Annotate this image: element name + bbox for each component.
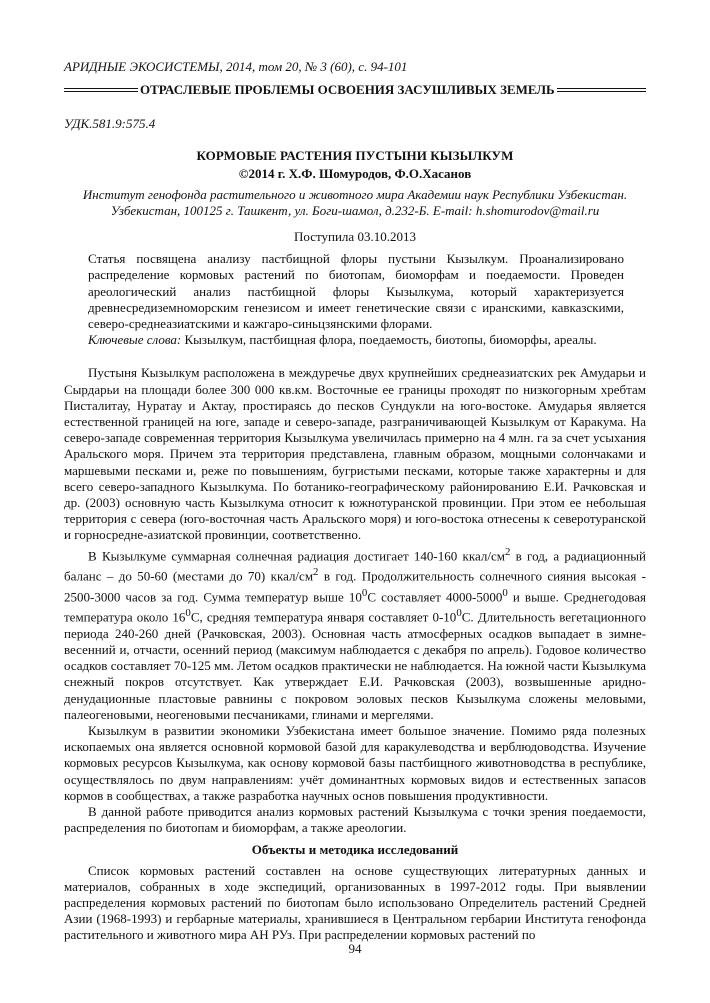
keywords: Кызылкум, пастбищная флора, поедаемость, биотопы, биоморфы, ареалы. [181, 332, 597, 348]
abstract-text: Статья посвящена анализу пастбищной флоры пустыни Кызылкум. Проанализировано распределение кормовых растений по биотопам, биоморфам и поедаемости. Проведен ареологический анализ пастбищной флоры Кызылкума, который характеризуется древнесредиземноморским генезисом и имеет генетические связи с иранскими, кавказскими, северо-среднеазиатскими и кажгаро-синьцзянскими флорами. [88, 251, 624, 332]
article-title: КОРМОВЫЕ РАСТЕНИЯ ПУСТЫНИ КЫЗЫЛКУМ [196, 148, 514, 164]
section-subheading: Объекты и методика исследований [251, 842, 459, 858]
paragraph-5: Список кормовых растений составлен на основе существующих литературных данных и материалов, собранных в ходе экспедиций, организованных в 1997-2012 годы. При выявлении распределения кормовых растений по биотопам было использовано Определитель растений Средней Азии (1968-1993) и гербарные материалы, хранившиеся в Центральном гербарии Института генофонда растительного и животного мира АН РУз. При распределении кормовых растений по [64, 862, 646, 943]
udc-code: УДК.581.9:575.4 [64, 116, 156, 131]
superscript: 2 [313, 566, 319, 579]
article-authors: ©2014 г. Х.Ф. Шомуродов, Ф.О.Хасанов [238, 166, 472, 182]
abstract [88, 251, 624, 348]
author-affiliation: Институт генофонда растительного и животного мира Академии наук Республики Узбекистан. Узбекистан, 100125 г. Ташкент, ул. Боги-шамол, д.232-Б. E-mail: h.shomurodov@mail.ru [82, 186, 628, 218]
p2-part-a: В Кызылкуме суммарная солнечная радиация достигает 140-160 ккал/см [88, 548, 505, 563]
section-title: ОТРАСЛЕВЫЕ ПРОБЛЕМЫ ОСВОЕНИЯ ЗАСУШЛИВЫХ ЗЕМЕЛЬ [140, 81, 555, 97]
paragraph-3: Кызылкум в развитии экономики Узбекистана имеет большое значение. Помимо ряда полезных ископаемых она является основной кормовой базой для каракулеводства и верблюдоводства. Изучение кормовых ресурсов Кызылкума, как основу кормовой базы пастбищного животноводства в республике, осуществлялось по двум направлениям: учёт доминантных кормовых видов и естественных запасов кормов в сообществах, а также разработка научных основ повышения продуктивности. [64, 723, 646, 803]
journal-citation: АРИДНЫЕ ЭКОСИСТЕМЫ, 2014, том 20, № 3 (60), с. 94-101 [64, 59, 408, 74]
keywords-label: Ключевые слова: [88, 332, 182, 348]
section-rule-left [64, 88, 138, 92]
p2-part-c: в год. Продолжительность солнечного сияния высокая - 2500-3000 часов за год. Сумма температур выше 10 [64, 568, 646, 605]
article-body [64, 365, 646, 943]
p2-part-f: С, средняя температура января составляет 0-10 [190, 609, 457, 625]
superscript: 0 [502, 586, 508, 599]
p2-part-e: и выше. Среднегодовая температура около 16 [64, 589, 647, 625]
page-number: 94 [348, 941, 362, 956]
section-rule-right [557, 88, 646, 92]
p2-part-d: С составляет 4000-5000 [367, 589, 503, 605]
keywords-line [88, 332, 624, 348]
superscript: 0 [185, 607, 191, 620]
paragraph-1: Пустыня Кызылкум расположена в междуречье двух крупнейших среднеазиатских рек Амударьи и Сырдарьи на площади более 300 000 кв.км. Восточные ее границы проходят по низкогорным хребтам Писталитау, Нуратау и Актау, простираясь до песков Сундукли на юго-востоке. Амударья является естественной границей на юге, западе и северо-западе, разграничивающей Кызылкум от Каракума. На северо-западе современная территория Кызылкума увеличилась примерно на 4 млн. га за счет усыхания Аральского моря. Причем эта территория представлена, главным образом, мощными солончаками и маршевыми песками и, реже по повышениям, бугристыми песками, которые также характерны и для всего северо-западного Кызылкума. По ботанико-географическому районированию Е.И. Рачковская и др. (2003) основную часть Кызылкума относит к южнотуранской провинции. При этом ее небольшая территория с севера (юго-восточная часть Аральского моря) и юго-востока отнесены к северотуранской и горносредне-азиатской провинции, соответственно. [64, 365, 646, 543]
superscript: 2 [504, 545, 511, 558]
superscript: 0 [456, 607, 462, 620]
paragraph-4: В данной работе приводится анализ кормовых растений Кызылкума с точки зрения поедаемости, распределения по биотопам и биоморфам, а также ареологии. [64, 804, 646, 836]
paragraph-2 [64, 544, 646, 723]
received-date: Поступила 03.10.2013 [294, 229, 416, 245]
superscript: 0 [361, 586, 368, 599]
p2-part-g: С. Длительность вегетационного периода 240-260 дней (Рачковская, 2003). Основная часть атмосферных осадков выпадает в зимне-весенний и, отчасти, осенний период (максимум наблюдается с декабря по апрель). Годовое количество осадков составляет 70-125 мм. Летом осадков практически не наблюдается. На южной части Кызылкума снежный покров отсутствует. Как утверждает Е.И. Рачковская (2003), возвышенные аридно-денудационные пластовые равнины с покровом эоловых песков Кызылкума сложены меловыми, палеогеновыми, неогеновыми песчаниками, глинами и мергелями. [64, 609, 646, 722]
section-header [64, 82, 646, 98]
p2-part-b: в год, а радиационный баланс – до 50-60 (местами до 70) ккал/см [64, 548, 646, 584]
article-page [64, 58, 646, 944]
